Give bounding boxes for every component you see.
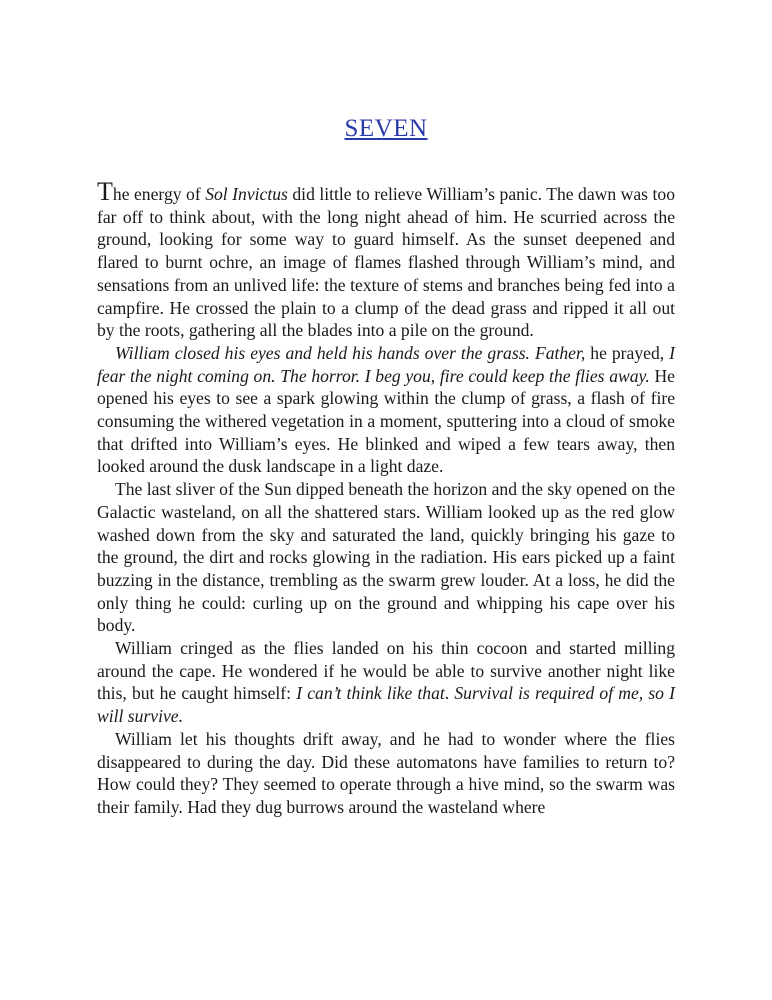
paragraph	[97, 728, 675, 819]
paragraph	[97, 177, 676, 342]
italic-text: Survival is required of me, so I will survive.	[97, 683, 675, 727]
chapter-body	[97, 177, 676, 819]
text-run: did little to relieve William’s panic. The dawn was too far off to think about, with the long night ahead of him. He scurried across the ground, looking for some way to guard himself. As the sunset deepened and flared to burnt ochre, an image of flames flashed through William’s mind, and sensations from an unlived life: the texture of stems and branches being fed into a campfire. He crossed the plain to a clump of the dead grass and ripped it all out by the roots, gathering all the blades into a pile on the ground.	[97, 184, 676, 341]
text-run: The last sliver of the Sun dipped beneath the horizon and the sky opened on the Galactic wasteland, on all the shattered stars. William looked up as the red glow washed down from the sky and saturated the land, quickly bringing his gaze to the ground, the dirt and rocks glowing in the radiation. His ears picked up a faint buzzing in the distance, trembling as the swarm grew louder. At a loss, he did the only thing he could: curling up on the ground and whipping his cape over his body.	[97, 479, 675, 636]
paragraph	[97, 637, 675, 728]
text-run: he energy of	[112, 184, 206, 204]
text-run: He opened his eyes to see a spark glowing within the clump of grass, a flash of fire consuming the withered vegetation in a moment, sputtering into a cloud of smoke that drifted into William’s eyes. He blinked and wiped a few tears away, then looked around the dusk landscape in a light daze.	[97, 365, 675, 477]
chapter-title[interactable]: SEVEN	[344, 115, 428, 142]
italic-text: I can’t think like that	[296, 683, 445, 704]
italic-text: Sol Invictus	[205, 184, 288, 204]
italic-text: William closed his eyes and held his hands over the grass. Father,	[115, 342, 586, 363]
drop-cap: T	[97, 177, 113, 206]
text-run: William cringed as the flies landed on his thin cocoon and started milling around the cape. He wondered if he would be able to survive another night like this, but he caught himself:	[97, 638, 675, 704]
text-run: .	[444, 683, 455, 704]
paragraph	[97, 342, 675, 478]
italic-text: I fear the night coming on. The horror. I beg you, fire could keep the flies away.	[97, 342, 675, 386]
text-run: William let his thoughts drift away, and he had to wonder where the flies disappeared to during the day. Did these automatons have families to return to? How could they? They seemed to operate through a hive mind, so the swarm was their family. Had they dug burrows around the wasteland where	[97, 728, 675, 817]
paragraph	[97, 478, 675, 637]
text-run: he prayed,	[585, 342, 670, 363]
